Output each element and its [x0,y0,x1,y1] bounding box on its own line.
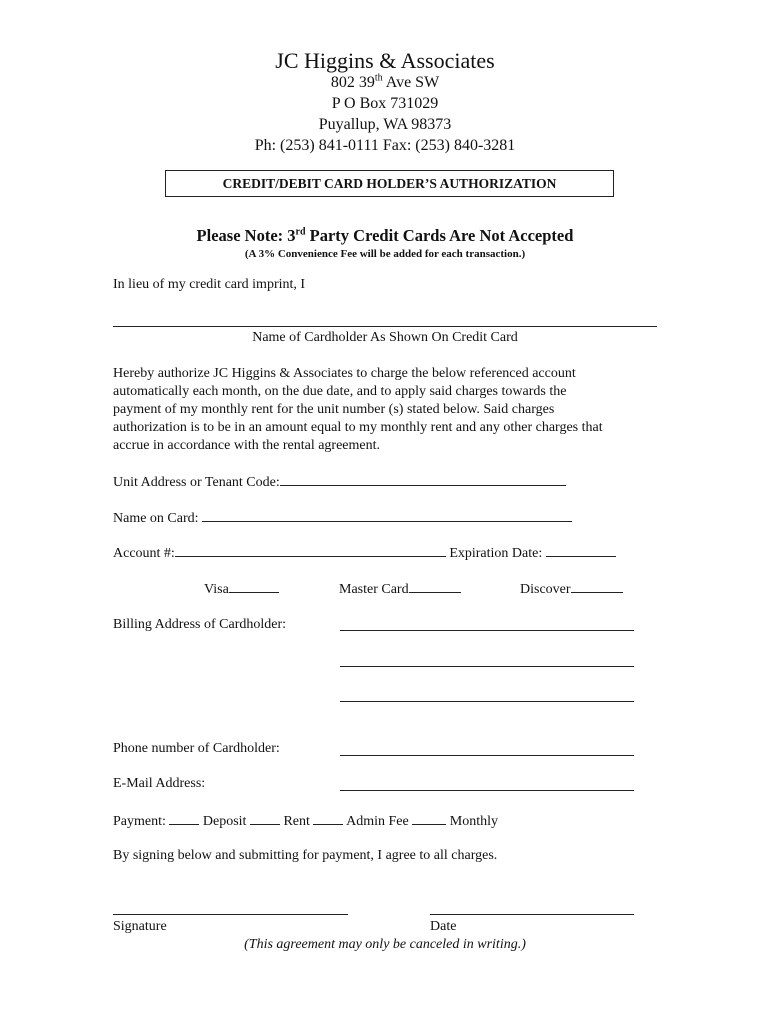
authorization-line: Hereby authorize JC Higgins & Associates to charge the below referenced account [113,366,576,381]
street-ordinal: th [374,72,383,84]
company-city: Puyallup, WA 98373 [318,116,452,133]
discover-option [520,580,623,598]
note-prefix: Please Note: 3 [196,226,296,245]
note-ordinal: rd [295,226,306,238]
account-blank[interactable] [175,544,446,557]
authorization-paragraph [113,365,653,455]
company-phone-fax: Ph: (253) 841-0111 Fax: (253) 840-3281 [254,137,516,154]
visa-option [204,580,279,598]
convenience-fee-note: (A 3% Convenience Fee will be added for each transaction.) [244,248,526,260]
cancellation-note: (This agreement may only be canceled in writing.) [244,937,526,952]
admin-fee-label: Admin Fee [343,814,413,829]
name-on-card-blank[interactable] [202,509,572,522]
authorization-line: authorization is to be in an amount equal to my monthly rent and any other charges that [113,420,603,435]
phone-line[interactable] [340,755,634,756]
signature-label: Signature [113,919,167,934]
mastercard-option [339,580,461,598]
cardholder-name-line[interactable] [113,326,657,327]
admin-fee-blank[interactable] [313,812,343,825]
name-on-card-label: Name on Card: [113,511,203,526]
unit-address-blank[interactable] [280,473,566,486]
form-title: CREDIT/DEBIT CARD HOLDER’S AUTHORIZATION [222,175,557,191]
cardholder-name-caption: Name of Cardholder As Shown On Credit Card [252,330,518,345]
signature-line[interactable] [113,914,348,915]
company-street-address [0,74,770,92]
date-line[interactable] [430,914,634,915]
authorization-line: payment of my monthly rent for the unit number (s) stated below. Said charges [113,402,555,417]
email-line[interactable] [340,790,634,791]
company-name: JC Higgins & Associates [275,48,495,73]
payment-label: Payment: [113,814,170,829]
note-suffix: Party Credit Cards Are Not Accepted [305,226,574,245]
billing-address-line-1[interactable] [340,630,634,631]
street-number: 802 39 [330,74,375,91]
unit-address-label: Unit Address or Tenant Code: [113,475,280,490]
third-party-note [0,226,770,246]
visa-label: Visa [204,582,229,597]
mastercard-label: Master Card [339,582,409,597]
deposit-label: Deposit [199,814,250,829]
expiration-blank[interactable] [546,544,616,557]
billing-address-line-2[interactable] [340,666,634,667]
mastercard-blank[interactable] [409,580,461,593]
discover-label: Discover [520,582,571,597]
monthly-label: Monthly [446,814,498,829]
account-row [113,544,616,562]
expiration-label: Expiration Date: [445,546,546,561]
name-on-card-row [113,509,572,527]
authorization-line: accrue in accordance with the rental agreement. [113,438,381,453]
imprint-text: In lieu of my credit card imprint, I [113,277,306,292]
rent-label: Rent [279,814,314,829]
deposit-blank[interactable] [169,812,199,825]
payment-row [113,812,498,830]
authorization-line: automatically each month, on the due date, and to apply said charges towards the [113,384,567,399]
form-title-box [165,170,614,197]
email-label: E-Mail Address: [113,776,206,791]
street-name: Ave SW [382,74,440,91]
account-label: Account #: [113,546,175,561]
billing-address-label: Billing Address of Cardholder: [113,617,287,632]
billing-address-line-3[interactable] [340,701,634,702]
agree-text: By signing below and submitting for payment, I agree to all charges. [113,848,498,863]
visa-blank[interactable] [229,580,279,593]
monthly-blank[interactable] [412,812,446,825]
phone-label: Phone number of Cardholder: [113,741,280,756]
rent-blank[interactable] [250,812,280,825]
unit-address-row [113,473,566,491]
date-label: Date [430,919,457,934]
discover-blank[interactable] [571,580,623,593]
company-po-box: P O Box 731029 [331,95,439,112]
